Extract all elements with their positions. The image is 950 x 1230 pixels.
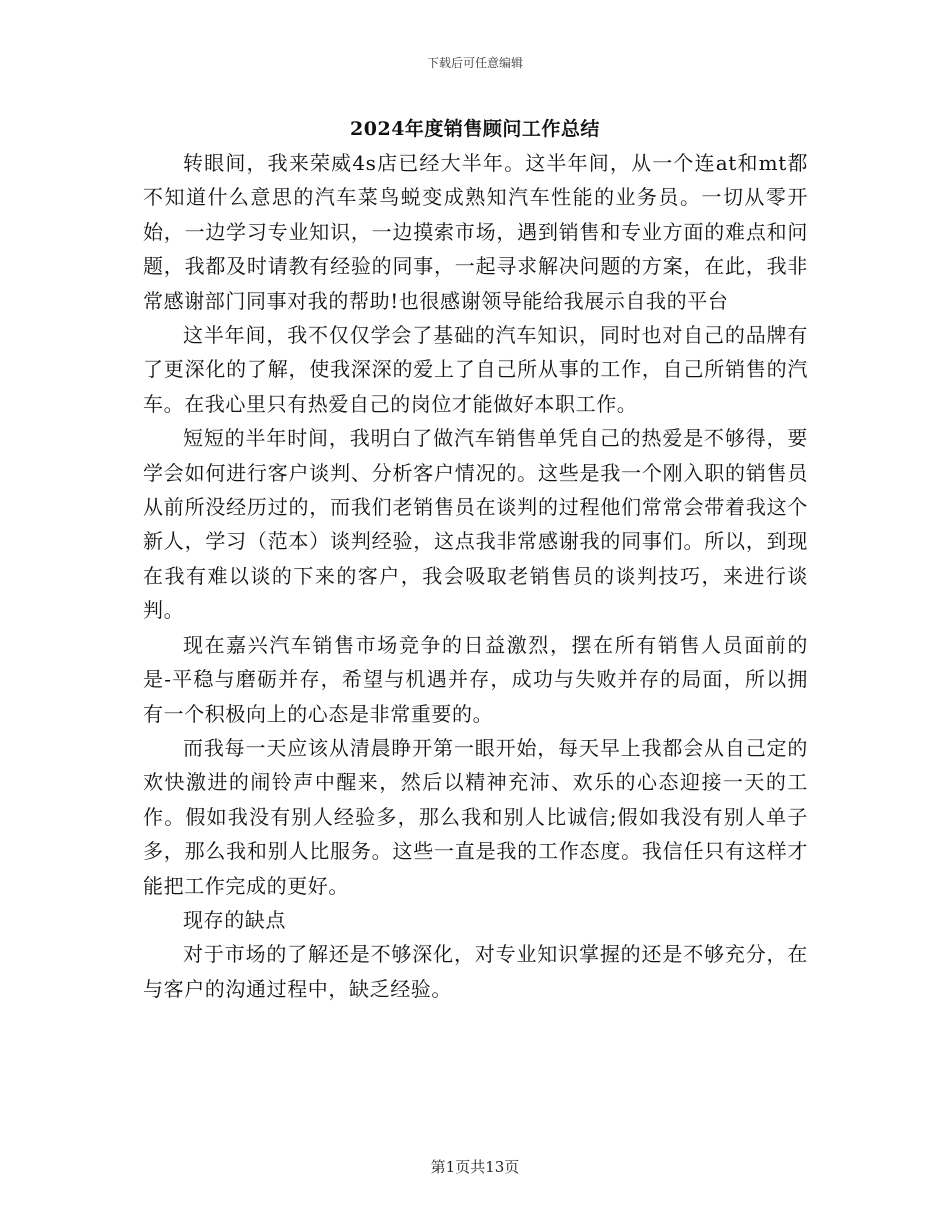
paragraph: 对于市场的了解还是不够深化，对专业知识掌握的还是不够充分，在与客户的沟通过程中，缺乏经验。 (143, 942, 808, 1001)
paragraph: 短短的半年时间，我明白了做汽车销售单凭自己的热爱是不够得，要学会如何进行客户谈判、分析客户情况的。这些是我一个刚入职的销售员从前所没经历过的，而我们老销售员在谈判的过程他们常常会带着我这个新人，学习（范本）谈判经验，这点我非常感谢我的同事们。所以，到现在我有难以谈的下来的客户，我会吸取老销售员的谈判技巧，来进行谈判。 (143, 426, 808, 623)
document-body (143, 146, 808, 1006)
section-heading: 现存的缺点 (183, 907, 286, 932)
document-title: 2024年度销售顾问工作总结 (350, 118, 600, 140)
paragraph: 而我每一天应该从清晨睁开第一眼开始，每天早上我都会从自己定的欢快激进的闹铃声中醒来，然后以精神充沛、欢乐的心态迎接一天的工作。假如我没有别人经验多，那么我和别人比诚信;假如我没有别人单子多，那么我和别人比服务。这些一直是我的工作态度。我信任只有这样才能把工作完成的更好。 (143, 735, 808, 898)
paragraph: 转眼间，我来荣威4s店已经大半年。这半年间，从一个连at和mt都不知道什么意思的汽车菜鸟蜕变成熟知汽车性能的业务员。一切从零开始，一边学习专业知识，一边摸索市场，遇到销售和专业方面的难点和问题，我都及时请教有经验的同事，一起寻求解决问题的方案，在此，我非常感谢部门同事对我的帮助!也很感谢领导能给我展示自我的平台 (143, 151, 808, 313)
page-number: 第1页共13页 (430, 1158, 520, 1176)
paragraph: 这半年间，我不仅仅学会了基础的汽车知识，同时也对自己的品牌有了更深化的了解，使我深深的爱上了自己所从事的工作，自己所销售的汽车。在我心里只有热爱自己的岗位才能做好本职工作。 (143, 323, 808, 416)
header-note: 下载后可任意编辑 (426, 56, 523, 70)
paragraph: 现在嘉兴汽车销售市场竞争的日益激烈，摆在所有销售人员面前的是-平稳与磨砺并存，希望与机遇并存，成功与失败并存的局面，所以拥有一个积极向上的心态是非常重要的。 (143, 632, 808, 726)
